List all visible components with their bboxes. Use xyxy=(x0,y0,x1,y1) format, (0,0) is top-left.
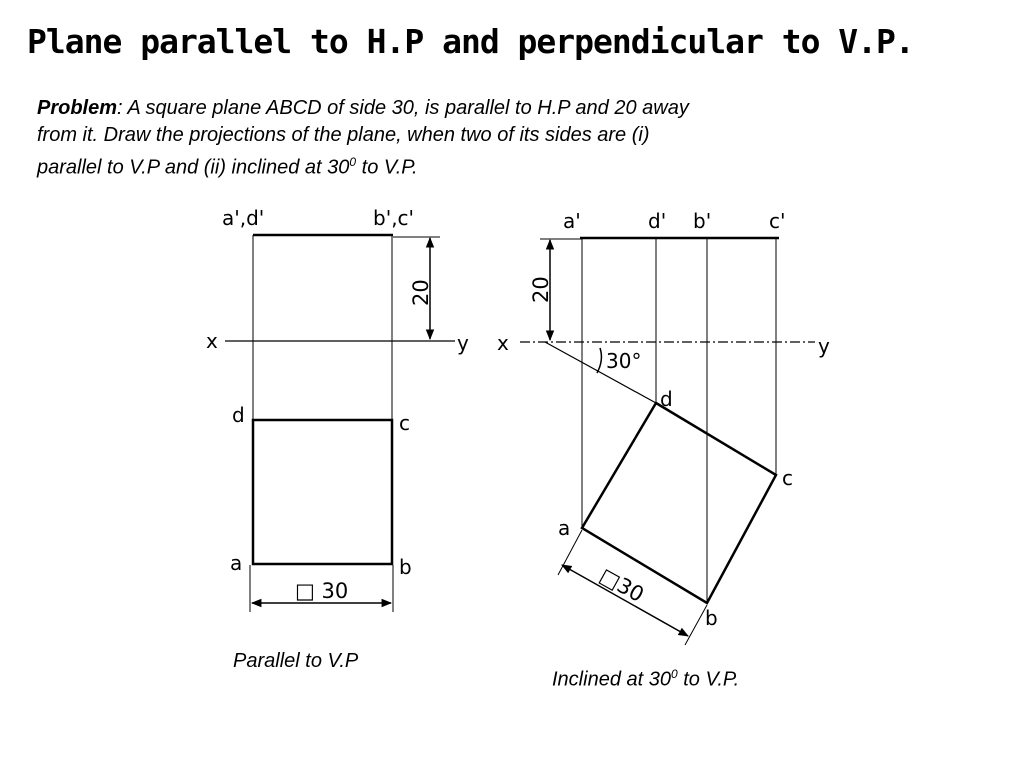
label-b-prime: b' xyxy=(693,209,712,233)
label-a-prime: a' xyxy=(563,209,581,233)
page-title: Plane parallel to H.P and perpendicular to V.P. xyxy=(27,22,914,61)
angle-label: 30° xyxy=(606,349,642,373)
angle-arc xyxy=(597,348,601,373)
caption-inclined xyxy=(552,667,739,692)
label-a-1: a xyxy=(230,551,243,575)
label-a-d-prime: a',d' xyxy=(222,206,265,230)
label-a-2: a xyxy=(558,516,571,540)
label-b-2: b xyxy=(705,606,718,630)
dim-ext-b xyxy=(685,605,707,645)
caption-inclined-sup: 0 xyxy=(670,667,678,681)
label-d-2: d xyxy=(660,387,673,411)
problem-line-3-text: parallel to V.P and (ii) inclined at 30 xyxy=(37,156,350,179)
figure-inclined xyxy=(520,238,815,645)
label-d-1: d xyxy=(232,403,245,427)
caption-inclined-text: Inclined at 30 xyxy=(552,668,671,691)
caption-parallel: Parallel to V.P xyxy=(233,650,359,672)
label-c-prime: c' xyxy=(769,209,786,233)
caption-inclined-end: to V.P. xyxy=(677,668,740,691)
label-y-1: y xyxy=(457,331,469,355)
problem-line-1-text: : A square plane ABCD of side 30, is parallel to H.P and 20 away xyxy=(117,97,689,119)
height-dim-text-1: 20 xyxy=(409,279,433,306)
label-b-1: b xyxy=(399,555,412,579)
label-b-c-prime: b',c' xyxy=(373,206,415,230)
label-y-2: y xyxy=(818,334,830,358)
problem-line-3-end: to V.P. xyxy=(356,156,418,179)
side-dim-text-1: □ 30 xyxy=(295,579,349,603)
height-dim-text-2: 20 xyxy=(529,276,553,303)
label-d-prime: d' xyxy=(648,209,667,233)
label-x-1: x xyxy=(206,329,218,353)
top-view-square xyxy=(253,420,392,564)
label-c-2: c xyxy=(782,466,793,490)
problem-label: Problem xyxy=(37,97,118,119)
label-x-2: x xyxy=(497,331,509,355)
problem-line-2: from it. Draw the projections of the plane, when two of its sides are (i) xyxy=(37,124,650,146)
side-dim-text-2: □30 xyxy=(595,563,648,607)
problem-line-3-sup: 0 xyxy=(349,155,357,169)
label-c-1: c xyxy=(399,411,410,435)
